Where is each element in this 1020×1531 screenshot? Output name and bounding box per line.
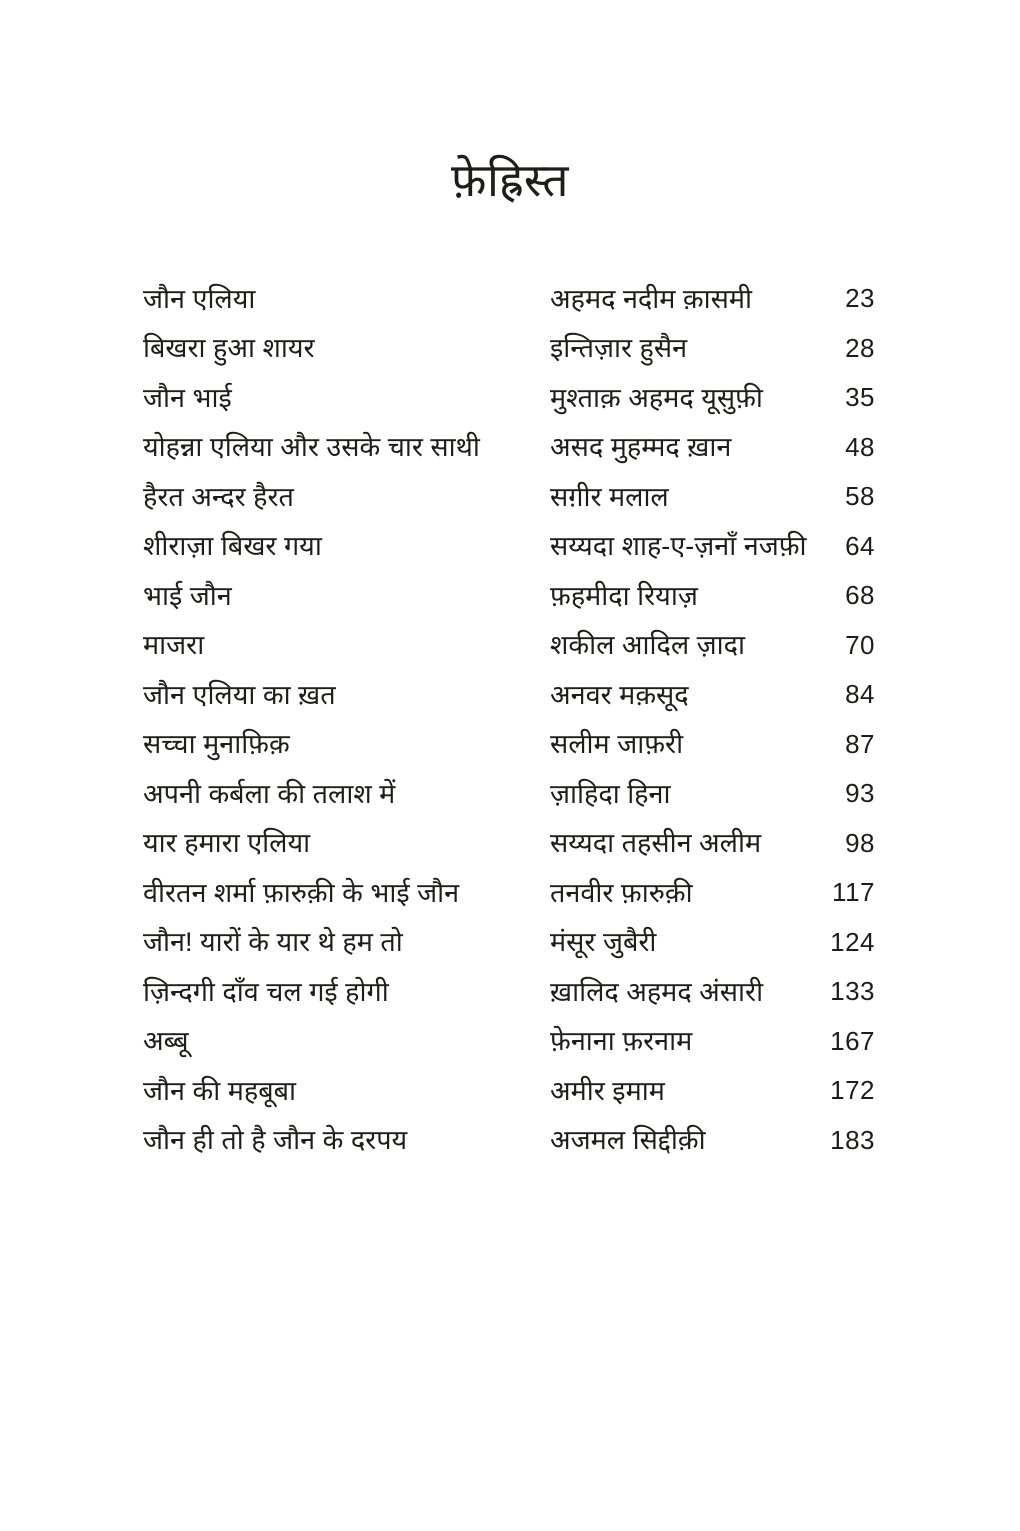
toc-entry-title: भाई जौन — [143, 580, 232, 611]
toc-entry-title: जौन ही तो है जौन के दरपय — [143, 1125, 408, 1156]
toc-entry-page: 58 — [845, 481, 875, 512]
toc-row — [143, 967, 875, 1017]
toc-entry-title: माजरा — [143, 630, 205, 661]
toc-entry-page: 133 — [830, 976, 875, 1007]
toc-entry-page: 98 — [845, 827, 875, 858]
toc-entry-page: 68 — [845, 580, 875, 611]
toc-entry-author: सग़ीर मलाल — [550, 481, 669, 512]
toc-row — [143, 621, 875, 671]
toc-row — [143, 472, 875, 522]
toc-entry-page: 64 — [845, 530, 875, 561]
toc-entry-title: जौन भाई — [143, 382, 232, 413]
toc-entry-page: 167 — [830, 1025, 875, 1056]
toc-entry-author: ज़ाहिदा हिना — [550, 778, 671, 809]
toc-entry-author: शकील आदिल ज़ादा — [550, 630, 745, 661]
toc-entry-page: 70 — [845, 629, 875, 660]
toc-entry-page: 93 — [845, 778, 875, 809]
toc-row — [143, 571, 875, 621]
toc-entry-author: अहमद नदीम क़ासमी — [550, 283, 753, 314]
toc-row — [143, 670, 875, 720]
toc-row — [143, 522, 875, 572]
toc-entry-title: वीरतन शर्मा फ़ारुक़ी के भाई जौन — [143, 877, 460, 908]
toc-entry-page: 28 — [845, 332, 875, 363]
toc-row — [143, 720, 875, 770]
toc-entry-title: जौन! यारों के यार थे हम तो — [143, 927, 403, 958]
toc-entry-title: योहन्ना एलिया और उसके चार साथी — [143, 432, 480, 463]
toc-entry-title: जौन एलिया — [143, 283, 256, 314]
toc-row — [143, 274, 875, 324]
toc-entry-page: 124 — [830, 926, 875, 957]
toc-entry-page: 84 — [845, 679, 875, 710]
toc-row — [143, 423, 875, 473]
toc-entry-page: 23 — [845, 283, 875, 314]
toc-entry-author: ख़ालिद अहमद अंसारी — [550, 976, 764, 1007]
toc-entry-author: मुश्ताक़ अहमद यूसुफ़ी — [550, 382, 763, 413]
toc-row — [143, 324, 875, 374]
toc-entry-author: तनवीर फ़ारुक़ी — [550, 877, 693, 908]
toc-entry-author: इन्तिज़ार हुसैन — [550, 333, 688, 364]
toc-row — [143, 373, 875, 423]
toc-entry-page: 48 — [845, 431, 875, 462]
toc-entry-page: 183 — [830, 1124, 875, 1155]
toc-entry-page: 87 — [845, 728, 875, 759]
toc-entry-author: अनवर मक़सूद — [550, 679, 689, 710]
toc-entry-author: अमीर इमाम — [550, 1075, 665, 1106]
page-title: फ़ेह्रिस्त — [451, 153, 569, 206]
toc-entry-title: जौन एलिया का ख़त — [143, 679, 336, 710]
toc-entry-title: अपनी कर्बला की तलाश में — [143, 778, 396, 809]
toc-entry-title: ज़िन्दगी दाँव चल गई होगी — [143, 976, 389, 1007]
toc-row — [143, 1116, 875, 1166]
toc-entry-title: बिखरा हुआ शायर — [143, 333, 315, 364]
toc-row — [143, 868, 875, 918]
toc-row — [143, 1066, 875, 1116]
toc-entry-title: सच्चा मुनाफ़िक़ — [143, 729, 290, 760]
toc-entry-title: हैरत अन्दर हैरत — [143, 481, 294, 512]
toc-row — [143, 1017, 875, 1067]
toc-entry-author: सय्यदा शाह-ए-ज़नाँ नजफ़ी — [550, 531, 807, 562]
toc-entry-author: सय्यदा तहसीन अलीम — [550, 828, 762, 859]
toc-row — [143, 819, 875, 869]
table-of-contents — [143, 274, 875, 1165]
toc-entry-page: 172 — [830, 1075, 875, 1106]
toc-row — [143, 918, 875, 968]
toc-entry-title: जौन की महबूबा — [143, 1075, 297, 1106]
toc-entry-title: यार हमारा एलिया — [143, 828, 311, 859]
toc-entry-author: अजमल सिद्दीक़ी — [550, 1125, 706, 1156]
toc-entry-author: मंसूर जुबैरी — [550, 927, 657, 958]
toc-entry-author: फ़ेनाना फ़रनाम — [550, 1026, 693, 1057]
toc-entry-author: असद मुहम्मद ख़ान — [550, 432, 732, 463]
toc-entry-title: शीराज़ा बिखर गया — [143, 531, 322, 562]
toc-entry-page: 117 — [832, 877, 875, 908]
toc-entry-title: अब्बू — [143, 1026, 189, 1057]
toc-row — [143, 769, 875, 819]
toc-entry-author: सलीम जाफ़री — [550, 729, 684, 760]
toc-entry-author: फ़हमीदा रियाज़ — [550, 580, 698, 611]
toc-entry-page: 35 — [845, 382, 875, 413]
